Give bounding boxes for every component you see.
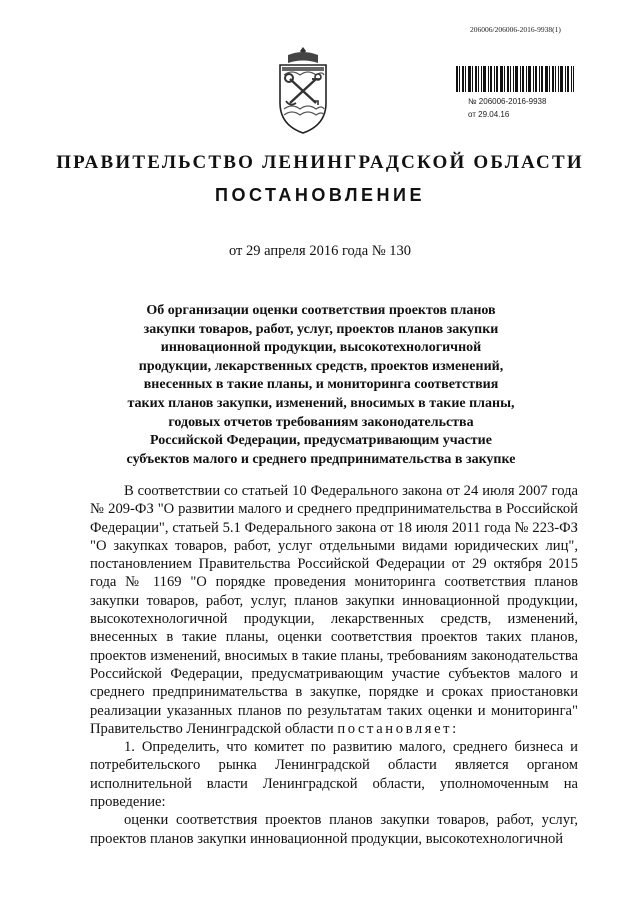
item-1-paragraph: 1. Определить, что комитет по развитию малого, среднего бизнеса и потребительского рынка Ленинградской области является органом исполнительной власти Ленинградской области, уполномоченным на проведение: [90,739,578,811]
registration-number: № 206006-2016-9938 [468,97,547,106]
barcode-icon [456,66,574,92]
item-1-subparagraph: оценки соответствия проектов планов закупки товаров, работ, услуг, проектов планов закупки инновационной продукции, высокотехнологичной [90,812,578,847]
title-line: годовых отчетов требованиям законодательства [168,414,474,430]
document-type: ПОСТАНОВЛЕНИЕ [215,185,425,205]
title-line: таких планов закупки, изменений, вносимых в такие планы, [127,395,515,411]
registration-stamp [468,95,546,121]
leningrad-oblast-coat-of-arms-icon [272,45,334,135]
registration-date: от 29.04.16 [468,110,510,119]
title-line: субъектов малого и среднего предпринимательства в закупке [126,451,516,467]
resolves-word: постановляет: [337,720,459,737]
document-date: от 29 апреля 2016 года № 130 [228,243,412,259]
document-body [90,482,578,848]
title-line: продукции, лекарственных средств, проектов изменений, [138,358,504,374]
title-line: внесенных в такие планы, и мониторинга соответствия [143,377,499,393]
document-reference: 206006/206006-2016-9938(1) [470,25,561,34]
title-line: закупки товаров, работ, услуг, проектов планов закупки [143,321,499,337]
resolves-prefix: Правительство Ленинградской области [90,720,338,737]
document-title [112,302,530,469]
title-line: Об организации оценки соответствия проектов планов [146,303,496,318]
preamble-paragraph [90,482,578,738]
preamble-text: В соответствии со статьей 10 Федерального закона от 24 июля 2007 года № 209-ФЗ "О развитии малого и среднего предпринимательства в Российской Федерации", статьей 5.1 Федерального закона от 18 июля 2011 года № 223-ФЗ "О закупках товаров, работ, услуг отдельными видами юридических лиц", постановлением Правительства Российской Федерации от 29 октября 2015 года № 1169 "О порядке проведения мониторинга соответствия планов закупки товаров, работ, услуг, планов закупки инновационной продукции, высокотехнологичной продукции, лекарственных средств, изменений, внесенных в такие планы, оценки соответствия проектов таких планов, проектов изменений, вносимых в такие планы, требованиям законодательства Российской Федерации, предусматривающим участие субъектов малого и среднего предпринимательства в закупке, порядке и сроках приостановки реализации указанных планов по результатам таких оценки и мониторинга" [90,483,578,719]
title-line: инновационной продукции, высокотехнологичной [160,340,482,356]
title-line: Российской Федерации, предусматривающим участие [150,433,492,449]
government-name: ПРАВИТЕЛЬСТВО ЛЕНИНГРАДСКОЙ ОБЛАСТИ [56,152,584,173]
